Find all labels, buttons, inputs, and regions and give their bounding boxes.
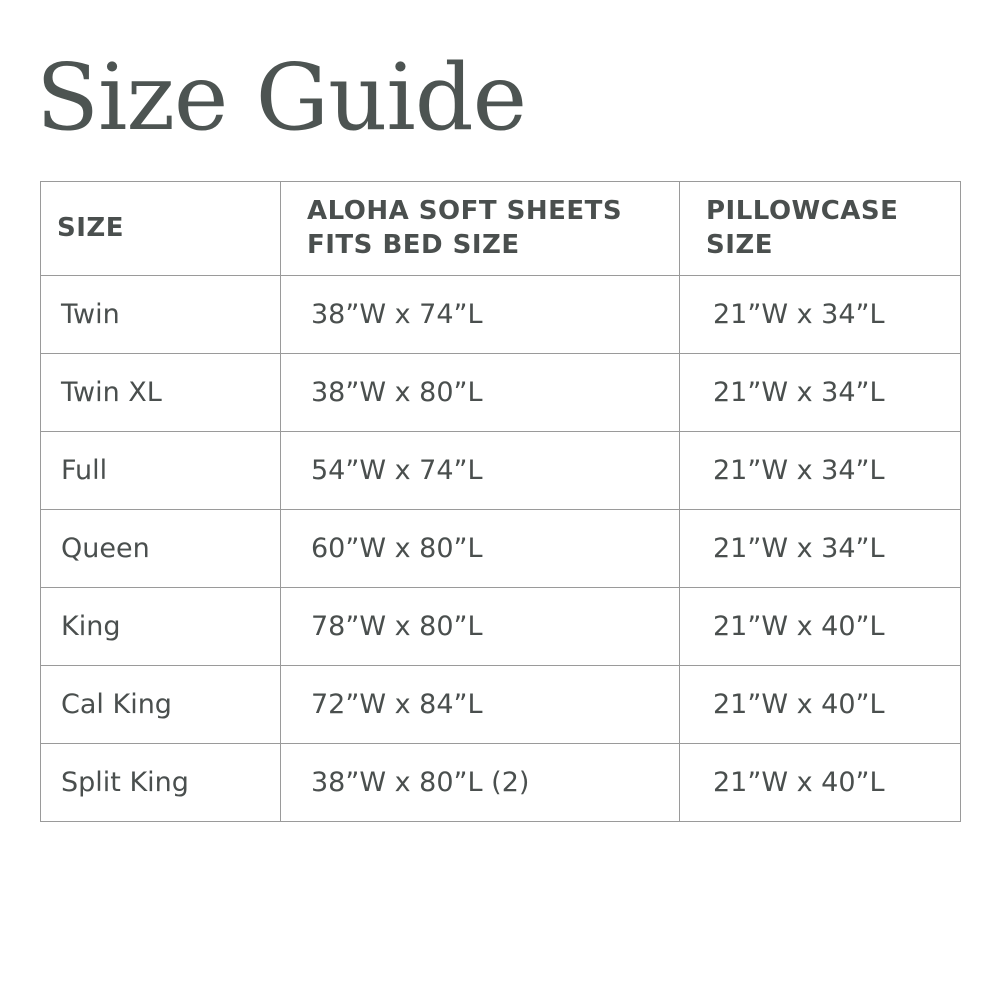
pillowcase-cell: 21”W x 40”L — [680, 744, 961, 822]
header-sheets — [281, 182, 680, 276]
table-row — [41, 666, 961, 744]
size-cell: Twin — [41, 276, 281, 354]
sheets-cell: 54”W x 74”L — [281, 432, 680, 510]
pillowcase-cell: 21”W x 34”L — [680, 510, 961, 588]
sheets-cell: 38”W x 74”L — [281, 276, 680, 354]
sheets-cell: 38”W x 80”L (2) — [281, 744, 680, 822]
table-row — [41, 744, 961, 822]
size-cell: Full — [41, 432, 281, 510]
sheets-cell: 72”W x 84”L — [281, 666, 680, 744]
size-cell: King — [41, 588, 281, 666]
sheets-cell: 38”W x 80”L — [281, 354, 680, 432]
pillowcase-cell: 21”W x 34”L — [680, 432, 961, 510]
size-cell: Queen — [41, 510, 281, 588]
pillowcase-cell: 21”W x 40”L — [680, 588, 961, 666]
table-row — [41, 510, 961, 588]
table-row — [41, 432, 961, 510]
header-sheets-line2: FITS BED SIZE — [307, 229, 520, 260]
size-cell: Twin XL — [41, 354, 281, 432]
header-pillowcase — [680, 182, 961, 276]
table-row — [41, 276, 961, 354]
size-cell: Split King — [41, 744, 281, 822]
table-row — [41, 354, 961, 432]
pillowcase-cell: 21”W x 34”L — [680, 354, 961, 432]
table-header-row — [41, 182, 961, 276]
sheets-cell: 78”W x 80”L — [281, 588, 680, 666]
size-guide-table — [40, 181, 961, 822]
pillowcase-cell: 21”W x 40”L — [680, 666, 961, 744]
pillowcase-cell: 21”W x 34”L — [680, 276, 961, 354]
header-pillowcase-line2: SIZE — [706, 229, 774, 260]
size-cell: Cal King — [41, 666, 281, 744]
header-pillowcase-line1: PILLOWCASE — [706, 195, 899, 226]
header-sheets-line1: ALOHA SOFT SHEETS — [307, 195, 623, 226]
sheets-cell: 60”W x 80”L — [281, 510, 680, 588]
header-size: SIZE — [41, 182, 281, 276]
page-title: Size Guide — [36, 44, 527, 151]
table-row — [41, 588, 961, 666]
